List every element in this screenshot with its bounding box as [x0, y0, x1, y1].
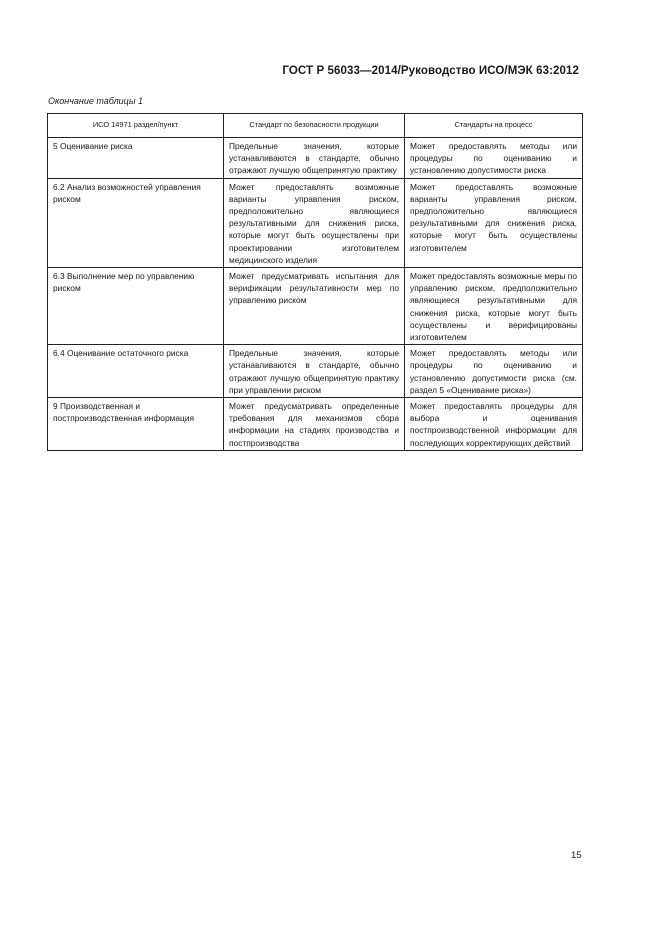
- page-number: 15: [571, 850, 582, 861]
- table-row: [48, 345, 583, 398]
- clause-cell: 6.4 Оценивание остаточного риска: [48, 345, 224, 398]
- clause-cell: 6.3 Выполнение мер по управлению риском: [48, 268, 224, 345]
- column-header-process-standard: Стандарты на процесс: [405, 114, 583, 138]
- standards-table: [47, 113, 583, 451]
- process-standard-cell: Может предоставлять процедуры для выбора и оценивания постпроизводственной информации для последующих корректирующих действий: [405, 398, 583, 451]
- product-standard-cell: Может предусматривать испытания для верификации результативности мер по управлению риском: [224, 268, 405, 345]
- product-standard-cell: Может предусматривать определенные требования для механизмов сбора информации на стадиях производства и постпроизводства: [224, 398, 405, 451]
- document-header: ГОСТ Р 56033—2014/Руководство ИСО/МЭК 63:2012: [282, 65, 579, 77]
- product-standard-cell: Предельные значения, которые устанавливаются в стандарте, обычно отражают лучшую общепринятую практику при управлении риском: [224, 345, 405, 398]
- column-header-iso-clause: ИСО 14971 раздел/пункт: [48, 114, 224, 138]
- process-standard-cell: Может предоставлять возможные меры по управлению риском, предположительно являющиеся результативными для снижения риска, которые могут быть осуществлены и верифицированы изготовителем: [405, 268, 583, 345]
- clause-cell: 9 Производственная и постпроизводственная информация: [48, 398, 224, 451]
- clause-cell: 6.2 Анализ возможностей управления риском: [48, 178, 224, 267]
- table-row: [48, 398, 583, 451]
- table-header-row: [48, 114, 583, 138]
- product-standard-cell: Может предоставлять возможные варианты управления риском, предположительно являющиеся результативными для снижения риска, которые могут быть осуществлены при проектировании изготовителем медицинского изделия: [224, 178, 405, 267]
- table-caption: Окончание таблицы 1: [48, 96, 143, 106]
- process-standard-cell: Может предоставлять методы или процедуры по оцениванию и установлению допустимости риска (см. раздел 5 «Оценивание риска»): [405, 345, 583, 398]
- table-row: [48, 138, 583, 179]
- column-header-product-standard: Стандарт по безопасности продукции: [224, 114, 405, 138]
- process-standard-cell: Может предоставлять возможные варианты управления риском, предположительно являющиеся результативными для снижения риска, которые могут быть осуществлены изготовителем: [405, 178, 583, 267]
- clause-cell: 5 Оценивание риска: [48, 138, 224, 179]
- table-row: [48, 268, 583, 345]
- product-standard-cell: Предельные значения, которые устанавливаются в стандарте, обычно отражают лучшую общепринятую практику: [224, 138, 405, 179]
- table-row: [48, 178, 583, 267]
- process-standard-cell: Может предоставлять методы или процедуры по оцениванию и установлению допустимости риска: [405, 138, 583, 179]
